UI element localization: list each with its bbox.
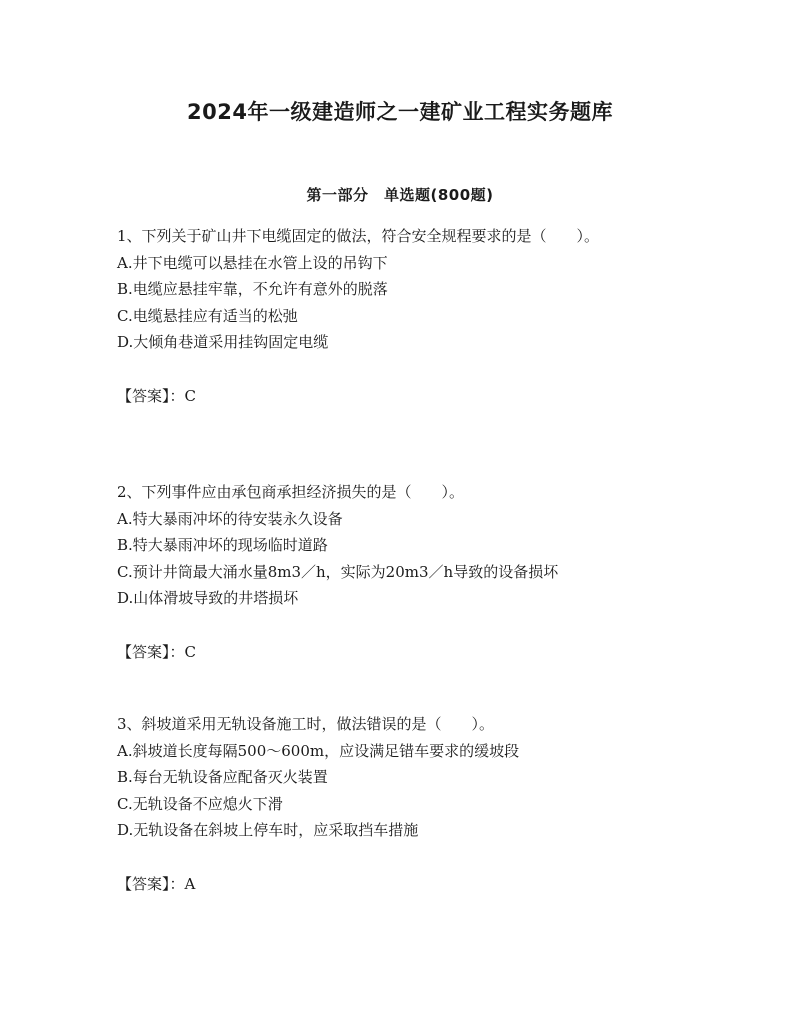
option-d: D.无轨设备在斜坡上停车时，应采取挡车措施 — [117, 821, 419, 839]
answer-line: 【答案】：C — [117, 386, 196, 405]
option-d: D.山体滑坡导致的井塔损坏 — [117, 589, 299, 607]
option-a: A.斜坡道长度每隔500～600m，应设满足错车要求的缓坡段 — [117, 741, 520, 760]
option-c: C.无轨设备不应熄火下滑 — [117, 794, 283, 813]
section-title: 第一部分 单选题(800题) — [306, 186, 494, 204]
question-1 — [117, 223, 692, 409]
option-a: A.井下电缆可以悬挂在水管上设的吊钩下 — [117, 253, 388, 272]
question-stem: 2、下列事件应由承包商承担经济损失的是（ ）。 — [117, 483, 465, 501]
question-3 — [117, 711, 692, 897]
option-d: D.大倾角巷道采用挂钩固定电缆 — [117, 333, 329, 351]
option-a: A.特大暴雨冲坏的待安装永久设备 — [117, 509, 343, 528]
option-c: C.电缆悬挂应有适当的松弛 — [117, 306, 298, 325]
option-c: C.预计井筒最大涌水量8m3／h，实际为20m3／h导致的设备损坏 — [117, 562, 559, 581]
answer-line: 【答案】：A — [117, 874, 196, 893]
option-b: B.电缆应悬挂牢靠，不允许有意外的脱落 — [117, 280, 388, 298]
option-b: B.特大暴雨冲坏的现场临时道路 — [117, 536, 328, 554]
option-b: B.每台无轨设备应配备灭火装置 — [117, 768, 328, 786]
question-stem: 1、下列关于矿山井下电缆固定的做法，符合安全规程要求的是（ ）。 — [117, 227, 600, 245]
question-2 — [117, 479, 692, 665]
document-title: 2024年一级建造师之一建矿业工程实务题库 — [187, 100, 613, 124]
question-stem: 3、斜坡道采用无轨设备施工时，做法错误的是（ ）。 — [117, 715, 495, 733]
answer-line: 【答案】：C — [117, 642, 196, 661]
